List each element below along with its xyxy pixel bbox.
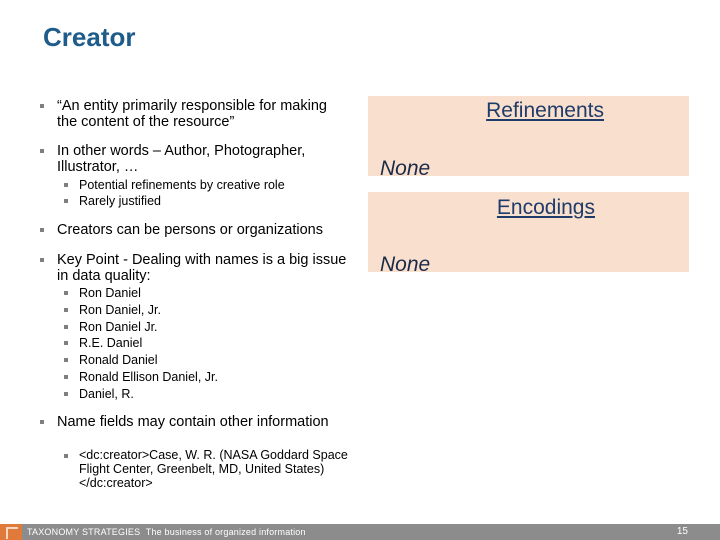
bullet-marker (64, 325, 68, 329)
bullet-marker (40, 420, 44, 424)
bullet-marker (64, 375, 68, 379)
bullet-text: Key Point - Dealing with names is a big issue in data quality: (57, 252, 347, 284)
sub-bullet-text: R.E. Daniel (79, 336, 143, 350)
encodings-heading: Encodings (496, 196, 595, 219)
footer-text (27, 527, 306, 537)
bullet-marker (64, 454, 68, 458)
refinements-heading: Refinements (486, 99, 604, 122)
bullet-marker (40, 258, 44, 262)
sub-bullet-text: Ron Daniel, Jr. (79, 303, 161, 317)
bullet-text: Creators can be persons or organizations (57, 222, 323, 238)
sub-bullet-text: <dc:creator>Case, W. R. (NASA Goddard Space Flight Center, Greenbelt, MD, United States)</dc:creator> (79, 448, 348, 490)
sub-bullet-text: Ronald Ellison Daniel, Jr. (79, 370, 218, 384)
sub-bullet-text: Daniel, R. (79, 387, 134, 401)
sub-bullet-text: Ronald Daniel (79, 353, 158, 367)
sub-bullet-text: Ron Daniel Jr. (79, 320, 158, 334)
footer-brand: TAXONOMY STRATEGIES (27, 527, 141, 537)
bullet-marker (64, 358, 68, 362)
bullet-text: In other words – Author, Photographer, Illustrator, … (57, 143, 306, 175)
encodings-value: None (380, 253, 431, 276)
bullet-text: “An entity primarily responsible for making the content of the resource” (57, 98, 327, 130)
bullet-marker (64, 392, 68, 396)
sub-bullet-text: Rarely justified (79, 194, 161, 208)
refinements-value: None (380, 157, 431, 180)
slide-title: Creator (43, 22, 136, 52)
sub-bullet-text: Potential refinements by creative role (79, 178, 285, 192)
page-number: 15 (676, 526, 688, 537)
bullet-marker (64, 183, 68, 187)
bullet-text: Name fields may contain other information (57, 414, 329, 430)
sub-bullet-text: Ron Daniel (79, 286, 141, 300)
bullet-marker (40, 228, 44, 232)
bullet-marker (40, 149, 44, 153)
bullet-marker (64, 199, 68, 203)
footer-tagline: The business of organized information (145, 527, 306, 537)
bullet-marker (64, 291, 68, 295)
brand-logo-icon (0, 524, 22, 540)
bullet-marker (64, 308, 68, 312)
bullet-marker (40, 104, 44, 108)
bullet-marker (64, 341, 68, 345)
